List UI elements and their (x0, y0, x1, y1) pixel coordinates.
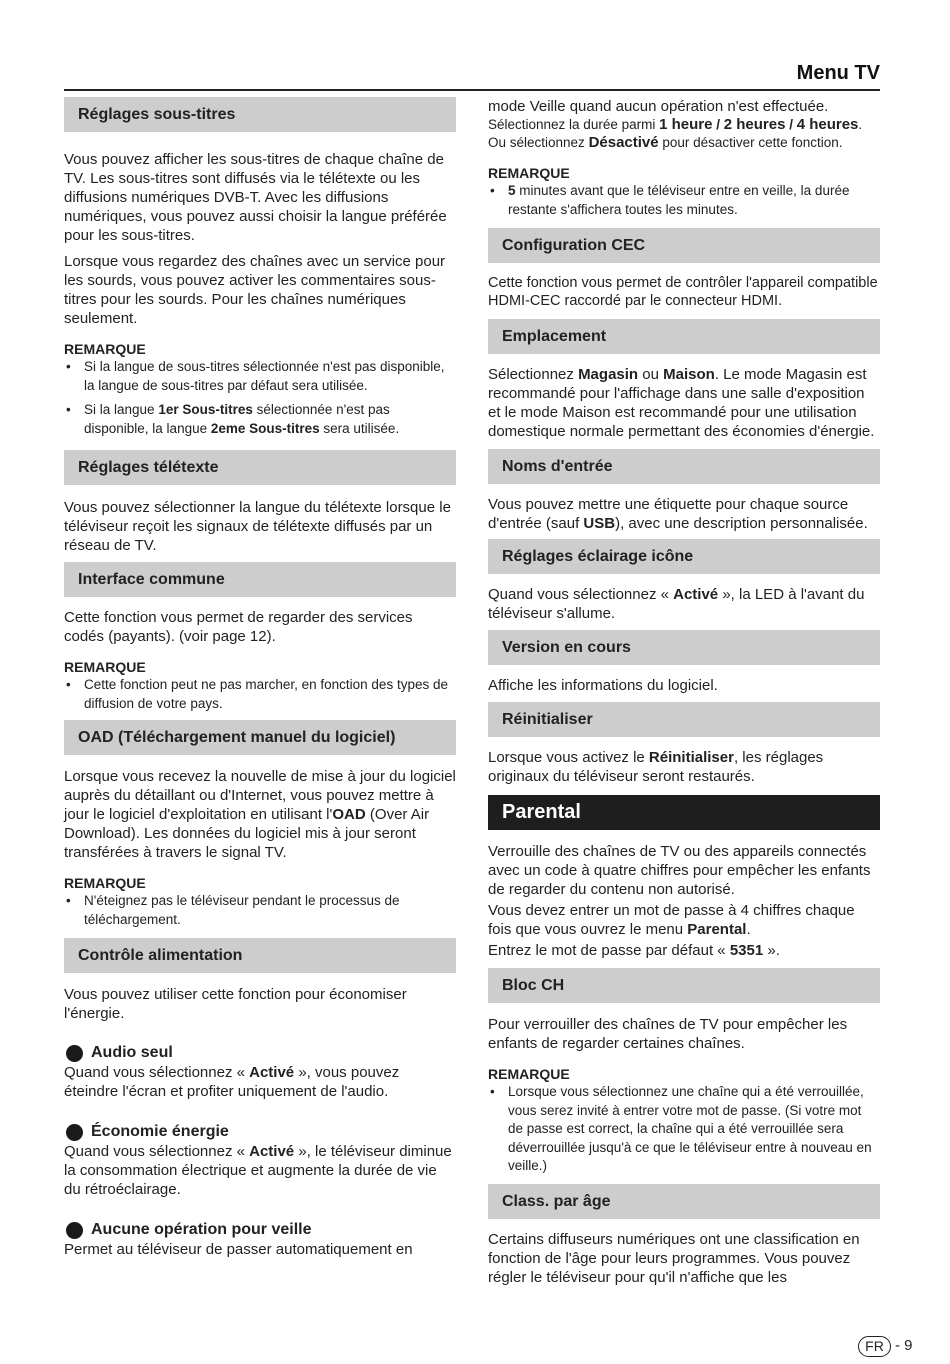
text: Si la langue (84, 402, 159, 417)
note-label: REMARQUE (64, 875, 146, 891)
paragraph: Vous pouvez sélectionner la langue du télétexte lorsque le téléviseur reçoit les signaux de télétexte diffusés par un réseau de TV. (64, 499, 451, 554)
text: Quand vous sélectionnez « (64, 1064, 250, 1081)
bold-text: Maison (663, 366, 715, 383)
left-column (64, 97, 456, 1259)
bold-text: / (785, 117, 797, 132)
paragraph: Permet au téléviseur de passer automatiquement en (64, 1241, 413, 1258)
list-item: • Cette fonction peut ne pas marcher, en fonction des types de diffusion de votre pays. (64, 676, 456, 713)
paragraph (488, 116, 880, 134)
text: Entrez le mot de passe par défaut « (488, 942, 730, 959)
text: (Over Air Download). Les données du logiciel mis à jour seront transférées à travers le signal TV. (64, 806, 430, 861)
text: », vous pouvez éteindre l'écran et profiter uniquement de l'audio. (64, 1064, 400, 1100)
paragraph: Cette fonction vous permet de contrôler l'appareil compatible HDMI-CEC raccordé par le connecteur HDMI. (488, 275, 878, 309)
paragraph: Vous pouvez afficher les sous-titres de chaque chaîne de TV. Les sous-titres sont diffusés via le télétexte ou les diffusions numériques DVB-T. Avec les diffusions numériques, vous pouvez aussi choisir la langue préférée pour les sous-titres. (64, 151, 447, 244)
bold-text: / (712, 117, 724, 132)
text: . (858, 117, 863, 132)
text: Vous devez entrer un mot de passe à 4 chiffres chaque fois que vous ouvrez le menu (488, 902, 855, 938)
list-item: • Lorsque vous sélectionnez une chaîne qui a été verrouillée, vous serez invité à entrer votre mot de passe. (Si votre mot de passe est correct, la chaîne qui a été verrouillée sera déverrouillée jusqu'à ce que le téléviseur entre à nouveau en veille.) (488, 1083, 880, 1176)
list-item (488, 182, 880, 219)
section-header-parental: Parental (488, 795, 880, 830)
bullet-dot-icon (66, 1045, 83, 1062)
text: minutes avant que le téléviseur entre en veille, la durée restante s'affichera toutes les minutes. (508, 183, 850, 217)
text: , les réglages originaux du téléviseur seront restaurés. (488, 749, 824, 785)
paragraph: mode Veille quand aucun opération n'est effectuée. (488, 98, 829, 115)
bold-text: 1er Sous-titres (158, 402, 253, 417)
note-label: REMARQUE (488, 165, 570, 181)
text: Lorsque vous recevez la nouvelle de mise à jour du logiciel auprès du détaillant ou d'Internet, vous pouvez mettre à jour le logiciel d'exploitation en utilisant l' (64, 768, 456, 823)
bold-text: USB (583, 515, 616, 532)
paragraph (488, 585, 880, 623)
section-header-controle-alimentation: Contrôle alimentation (64, 938, 456, 973)
paragraph: Pour verrouiller des chaînes de TV pour empêcher les enfants de regarder certaines chaînes. (488, 1016, 848, 1052)
bold-text: 1 heure (659, 116, 713, 133)
note-list (488, 182, 880, 219)
paragraph: Verrouille des chaînes de TV ou des appareils connectés avec un code à quatre chiffres pour empêcher les enfants de regarder du contenu non autorisé. (488, 843, 871, 898)
paragraph: Lorsque vous regardez des chaînes avec un service pour les sourds, vous pouvez activer les commentaires sous-titres pour les sourds. Pour les chaînes numériques seulement. (64, 253, 446, 327)
subsection-economie-energie (64, 1122, 456, 1142)
list-item: • Si la langue de sous-titres sélectionnée n'est pas disponible, la langue de sous-titres par défaut sera utilisée. (64, 358, 456, 395)
bold-text: Activé (673, 586, 719, 603)
paragraph (64, 1142, 456, 1199)
text: Vous pouvez mettre une étiquette pour chaque source d'entrée (sauf (488, 496, 849, 532)
text: Sélectionnez (488, 366, 579, 383)
section-header-reglages-teletexte: Réglages télétexte (64, 450, 456, 485)
section-header-version-en-cours: Version en cours (488, 630, 880, 665)
note-label: REMARQUE (488, 1066, 570, 1082)
paragraph: Affiche les informations du logiciel. (488, 677, 718, 694)
section-header-bloc-ch: Bloc CH (488, 968, 880, 1003)
text: Ou sélectionnez (488, 135, 589, 150)
language-badge: FR (858, 1336, 891, 1357)
bold-text: Activé (249, 1064, 295, 1081)
bold-text: 2eme Sous-titres (210, 420, 320, 436)
bold-text: Réinitialiser (648, 749, 734, 766)
section-header-noms-entree: Noms d'entrée (488, 449, 880, 484)
paragraph: Certains diffuseurs numériques ont une classification en fonction de l'âge pour leurs programmes. Vous pouvez régler le téléviseur pour qu'il n'affiche que les (488, 1230, 860, 1286)
bold-text: Activé (249, 1143, 295, 1160)
page-number: - 9 (895, 1337, 913, 1354)
paragraph (64, 767, 456, 862)
paragraph (488, 495, 880, 533)
subsection-audio-seul (64, 1043, 456, 1063)
bold-text: Parental (687, 921, 747, 938)
text: Quand vous sélectionnez « (64, 1143, 250, 1160)
text: ». (763, 942, 780, 959)
bullet-dot-icon (66, 1222, 83, 1239)
bold-text: 5351 (729, 942, 764, 959)
note-label: REMARQUE (64, 659, 146, 675)
subsection-title: Audio seul (91, 1044, 173, 1061)
note-list (64, 892, 456, 929)
paragraph (488, 748, 880, 786)
note-list (64, 676, 456, 713)
note-list (488, 1083, 880, 1176)
text: . Le mode Magasin est recommandé pour l'affichage dans une salle d'exposition et le mode Maison est recommandé pour une utilisation domestique normale permettant des économies d'énergie. (488, 366, 875, 440)
bold-text: 2 heures (723, 116, 786, 133)
section-header-configuration-cec: Configuration CEC (488, 228, 880, 263)
right-column (488, 97, 880, 1287)
text: », la LED à l'avant du téléviseur s'allume. (488, 586, 865, 622)
section-header-reglages-sous-titres: Réglages sous-titres (64, 97, 456, 132)
bullet-dot-icon (66, 1124, 83, 1141)
subsection-title: Économie énergie (91, 1123, 229, 1140)
text: Quand vous sélectionnez « (488, 586, 674, 603)
section-header-oad: OAD (Téléchargement manuel du logiciel) (64, 720, 456, 755)
bold-text: Désactivé (588, 134, 659, 151)
subsection-title: Aucune opération pour veille (91, 1221, 312, 1238)
paragraph: Vous pouvez utiliser cette fonction pour économiser l'énergie. (64, 986, 407, 1022)
section-header-reinitialiser: Réinitialiser (488, 702, 880, 737)
note-label: REMARQUE (64, 341, 146, 357)
bold-text: Magasin (578, 366, 639, 383)
note-list (64, 358, 456, 438)
text: ou (638, 366, 664, 383)
paragraph: Cette fonction vous permet de regarder des services codés (payants). (voir page 12). (64, 609, 413, 645)
section-header-interface-commune: Interface commune (64, 562, 456, 597)
text: sélectionnée n'est pas disponible, la langue (84, 402, 390, 436)
section-header-class-par-age: Class. par âge (488, 1184, 880, 1219)
paragraph (488, 134, 880, 152)
text: . (746, 921, 751, 938)
text: ), avec une description personnalisée. (615, 515, 868, 532)
section-header-reglages-eclairage-icone: Réglages éclairage icône (488, 539, 880, 574)
paragraph (488, 365, 880, 441)
subsection-aucune-operation (64, 1220, 456, 1240)
list-item: • N'éteignez pas le téléviseur pendant le processus de téléchargement. (64, 892, 456, 929)
header-rule (64, 89, 880, 91)
paragraph (64, 1063, 456, 1101)
text: Sélectionnez la durée parmi (488, 117, 660, 132)
text: pour désactiver cette fonction. (658, 135, 843, 150)
text: sera utilisée. (319, 420, 400, 436)
paragraph (488, 941, 880, 960)
list-item (64, 401, 456, 438)
bold-text: 4 heures (796, 116, 859, 133)
bold-text: OAD (332, 806, 366, 823)
text: », le téléviseur diminue la consommation électrique et augmente la durée de vie du rétroéclairage. (64, 1143, 452, 1198)
section-header-emplacement: Emplacement (488, 319, 880, 354)
bold-text: 5 (508, 183, 516, 198)
page-title: Menu TV (796, 62, 880, 84)
paragraph (488, 901, 880, 939)
text: Lorsque vous activez le (488, 749, 649, 766)
